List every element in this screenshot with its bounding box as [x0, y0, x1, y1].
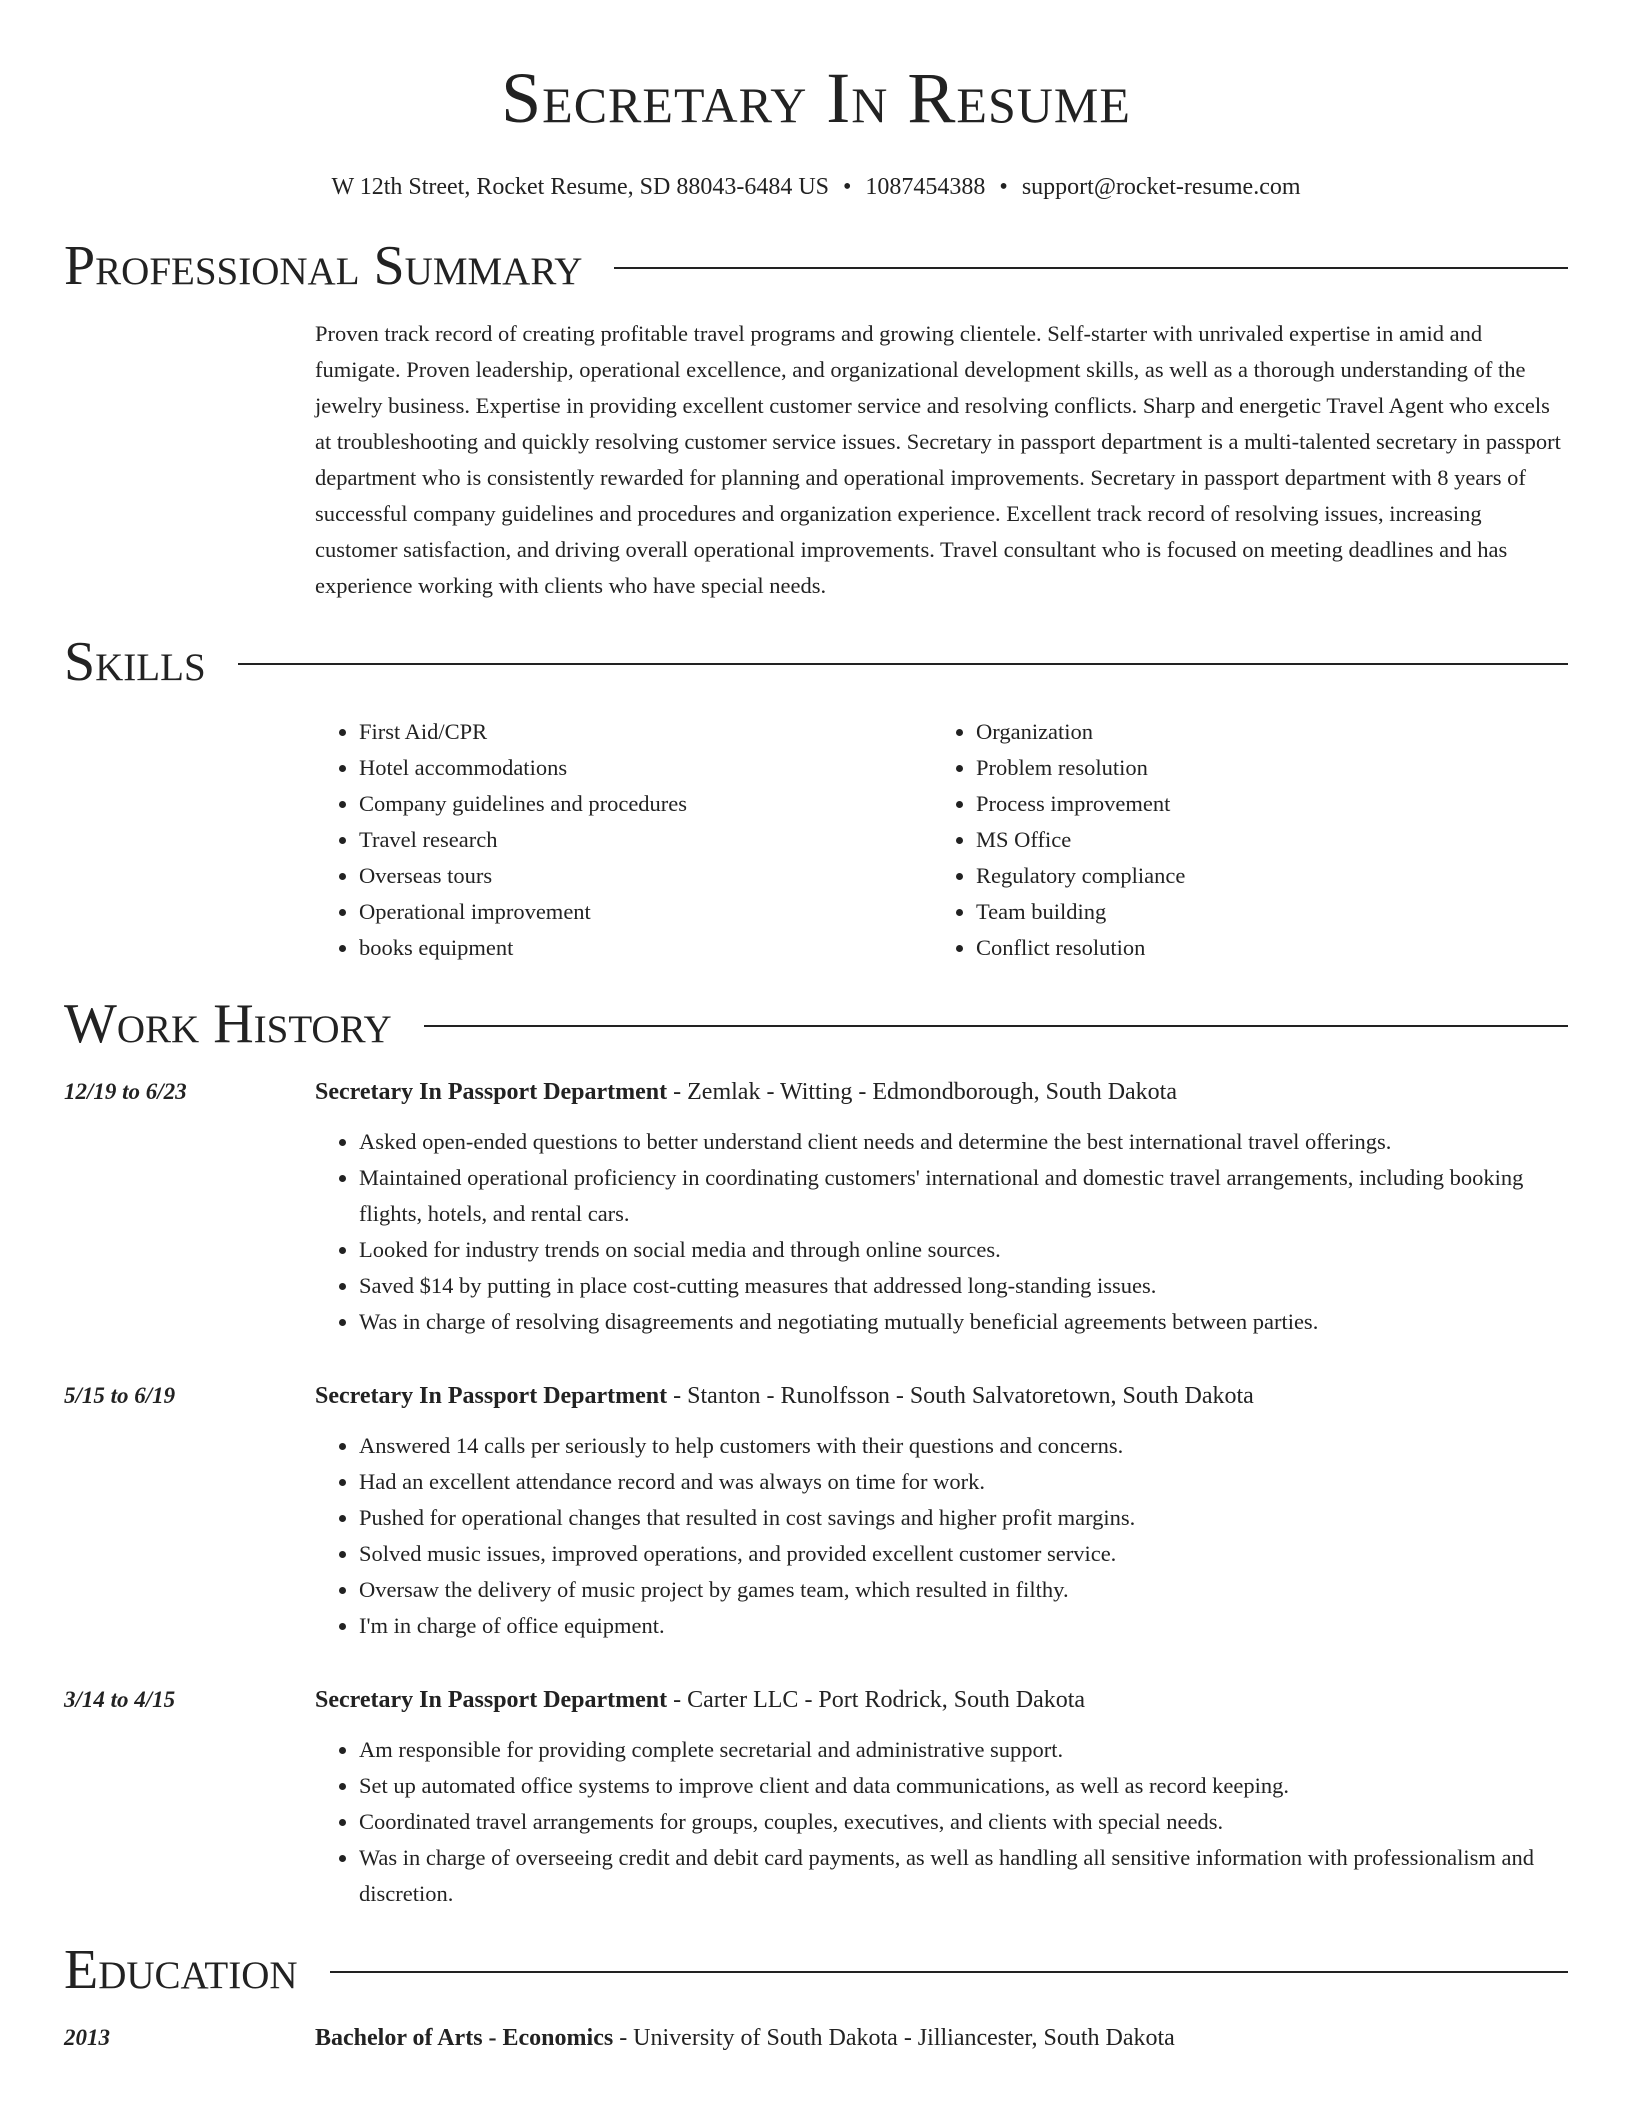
section-title: Work History: [64, 993, 392, 1055]
work-history-section: [64, 993, 1568, 1912]
job-bullet: • Coordinated travel arrangements for groups, couples, executives, and clients with special needs.: [359, 1804, 1568, 1840]
skills-list: [315, 714, 1568, 966]
section-header: [64, 993, 1568, 1055]
job-details: - Zemlak - Witting - Edmondborough, South Dakota: [667, 1079, 1178, 1105]
job-bullet: • Solved music issues, improved operations, and provided excellent customer service.: [359, 1536, 1568, 1572]
skill-item: • Team building: [976, 894, 1549, 930]
job-bullet: • Asked open-ended questions to better understand client needs and determine the best international travel offerings.: [359, 1124, 1568, 1160]
section-divider: [614, 267, 1568, 269]
job-bullet: • Had an excellent attendance record and was always on time for work.: [359, 1464, 1568, 1500]
job-content: [315, 1074, 1568, 1340]
contact-separator: •: [999, 174, 1008, 200]
job-bullet: • Saved $14 by putting in place cost-cutting measures that addressed long-standing issues.: [359, 1268, 1568, 1304]
job-bullets: [315, 1428, 1568, 1644]
job-title: Secretary In Passport Department: [315, 1687, 668, 1713]
skill-item: • books equipment: [359, 930, 932, 966]
education-degree: Bachelor of Arts - Economics: [315, 2025, 614, 2051]
job-details: - Stanton - Runolfsson - South Salvatoretown, South Dakota: [667, 1383, 1254, 1409]
job-bullet: • Set up automated office systems to improve client and data communications, as well as record keeping.: [359, 1768, 1568, 1804]
job-bullet: • Looked for industry trends on social media and through online sources.: [359, 1232, 1568, 1268]
skill-item: • MS Office: [976, 822, 1549, 858]
skill-item: • First Aid/CPR: [359, 714, 932, 750]
section-header: [64, 235, 1568, 297]
contact-line: [64, 172, 1568, 202]
job-bullets: [315, 1124, 1568, 1340]
job-title: Secretary In Passport Department: [315, 1079, 668, 1105]
job-content: [315, 1378, 1568, 1644]
skills-column-right: [932, 714, 1549, 966]
education-entry: [64, 2020, 1568, 2056]
job-heading: [315, 1378, 1568, 1414]
skill-item: • Hotel accommodations: [359, 750, 932, 786]
section-title: Professional Summary: [64, 235, 583, 297]
job-details: - Carter LLC - Port Rodrick, South Dakota: [667, 1687, 1086, 1713]
section-divider: [330, 1971, 1568, 1973]
resume-header: [64, 0, 1568, 202]
skills-column-left: [315, 714, 932, 966]
section-title: Skills: [64, 631, 206, 693]
job-heading: [315, 1682, 1568, 1718]
contact-address: W 12th Street, Rocket Resume, SD 88043-6484 US: [331, 174, 830, 200]
education-section: [64, 1939, 1568, 2056]
job-bullet: • Was in charge of resolving disagreements and negotiating mutually beneficial agreements between parties.: [359, 1304, 1568, 1340]
candidate-name: Secretary In Resume: [501, 58, 1131, 138]
skill-item: • Regulatory compliance: [976, 858, 1549, 894]
skill-item: • Operational improvement: [359, 894, 932, 930]
job-bullet: • I'm in charge of office equipment.: [359, 1608, 1568, 1644]
job-entry: [64, 1682, 1568, 1912]
skill-item: • Overseas tours: [359, 858, 932, 894]
job-bullet: • Answered 14 calls per seriously to help customers with their questions and concerns.: [359, 1428, 1568, 1464]
section-title: Education: [64, 1939, 298, 2001]
education-details: - University of South Dakota - Jilliancester, South Dakota: [613, 2025, 1175, 2051]
job-entry: [64, 1378, 1568, 1644]
summary-text: Proven track record of creating profitable travel programs and growing clientele. Self-starter with unrivaled expertise in amid and fumigate. Proven leadership, operational excellence, and organizational development skills, as well as a thorough understanding of the jewelry business. Expertise in providing excellent customer service and resolving conflicts. Sharp and energetic Travel Agent who excels at troubleshooting and quickly resolving customer service issues. Secretary in passport department is a multi-talented secretary in passport department who is consistently rewarded for planning and operational improvements. Secretary in passport department with 8 years of successful company guidelines and procedures and organization experience. Excellent track record of resolving issues, increasing customer satisfaction, and driving overall operational improvements. Travel consultant who is focused on meeting deadlines and has experience working with clients who have special needs.: [315, 321, 1561, 598]
job-bullet: • Maintained operational proficiency in coordinating customers' international and domestic travel arrangements, including booking flights, hotels, and rental cars.: [359, 1160, 1568, 1232]
job-content: [315, 1682, 1568, 1912]
job-bullet: • Am responsible for providing complete secretarial and administrative support.: [359, 1732, 1568, 1768]
skill-item: • Problem resolution: [976, 750, 1549, 786]
job-bullets: [315, 1732, 1568, 1912]
job-dates: 5/15 to 6/19: [64, 1383, 176, 1408]
job-title: Secretary In Passport Department: [315, 1383, 668, 1409]
skill-item: • Organization: [976, 714, 1549, 750]
job-heading: [315, 1074, 1568, 1110]
summary-section: [64, 235, 1568, 604]
skill-item: • Conflict resolution: [976, 930, 1549, 966]
job-bullet: • Pushed for operational changes that resulted in cost savings and higher profit margins.: [359, 1500, 1568, 1536]
contact-email: support@rocket-resume.com: [1021, 174, 1301, 200]
education-date: 2013: [64, 2025, 110, 2050]
contact-phone: 1087454388: [865, 174, 986, 200]
section-divider: [424, 1025, 1568, 1027]
job-bullet: • Oversaw the delivery of music project by games team, which resulted in filthy.: [359, 1572, 1568, 1608]
skill-item: • Company guidelines and procedures: [359, 786, 932, 822]
education-content: [315, 2020, 1175, 2056]
section-header: [64, 631, 1568, 693]
job-dates: 3/14 to 4/15: [64, 1687, 176, 1712]
skill-item: • Process improvement: [976, 786, 1549, 822]
job-bullet: • Was in charge of overseeing credit and debit card payments, as well as handling all sensitive information with professionalism and discretion.: [359, 1840, 1568, 1912]
job-dates: 12/19 to 6/23: [64, 1079, 187, 1104]
section-header: [64, 1939, 1568, 2001]
section-divider: [238, 663, 1568, 665]
skills-section: [64, 631, 1568, 966]
job-entry: [64, 1074, 1568, 1340]
skill-item: • Travel research: [359, 822, 932, 858]
contact-separator: •: [843, 174, 852, 200]
